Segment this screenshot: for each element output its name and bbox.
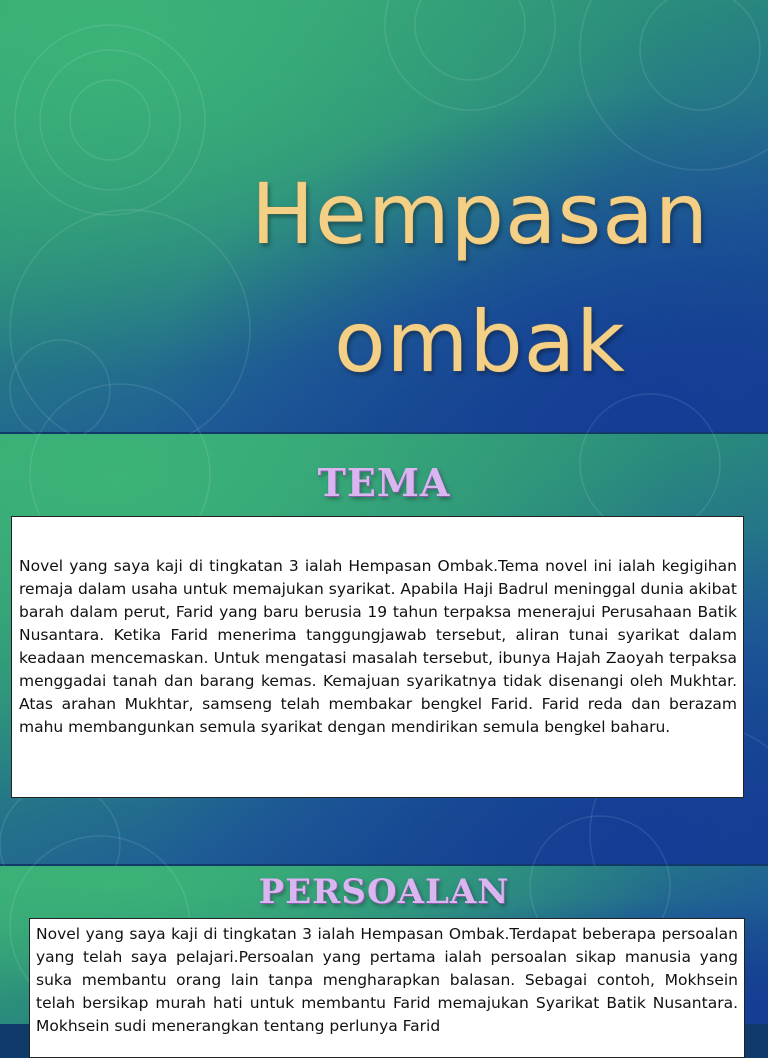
tema-heading: TEMA	[317, 460, 451, 505]
tema-text-box	[11, 516, 744, 798]
persoalan-body-text: Novel yang saya kaji di tingkatan 3 ialah Hempasan Ombak.Terdapat beberapa persoalan yang telah saya pelajari.Persoalan yang pertama ialah persoalan sikap manusia yang suka membantu orang lain tanpa mengharapkan balasan. Sebagai contoh, Mokhsein telah bersikap murah hati untuk membantu Farid memajukan Syarikat Batik Nusantara. Mokhsein sudi menerangkan tentang perlunya Farid	[36, 925, 738, 1035]
tema-body-text: Novel yang saya kaji di tingkatan 3 ialah Hempasan Ombak.Tema novel ini ialah kegigihan remaja dalam usaha untuk memajukan syarikat. Apabila Haji Badrul meninggal dunia akibat barah dalam perut, Farid yang baru berusia 19 tahun terpaksa menerajui Perusahaan Batik Nusantara. Ketika Farid menerima tanggungjawab tersebut, aliran tunai syarikat dalam keadaan mencemaskan. Untuk mengatasi masalah tersebut, ibunya Hajah Zaoyah terpaksa menggadai tanah dan barang kemas. Kemajuan syarikatnya tidak disenangi oleh Mukhtar. Atas arahan Mukhtar, samseng telah membakar bengkel Farid. Farid reda dan berazam mahu membangunkan semula syarikat dengan mendirikan semula bengkel baharu.	[19, 557, 737, 736]
persoalan-text-box	[29, 918, 745, 1058]
title-slide	[0, 0, 768, 432]
title-line-2: ombak	[334, 293, 626, 391]
tema-slide	[0, 434, 768, 864]
title-line-1: Hempasan	[251, 165, 709, 263]
persoalan-slide	[0, 866, 768, 1035]
persoalan-heading: PERSOALAN	[258, 872, 510, 912]
